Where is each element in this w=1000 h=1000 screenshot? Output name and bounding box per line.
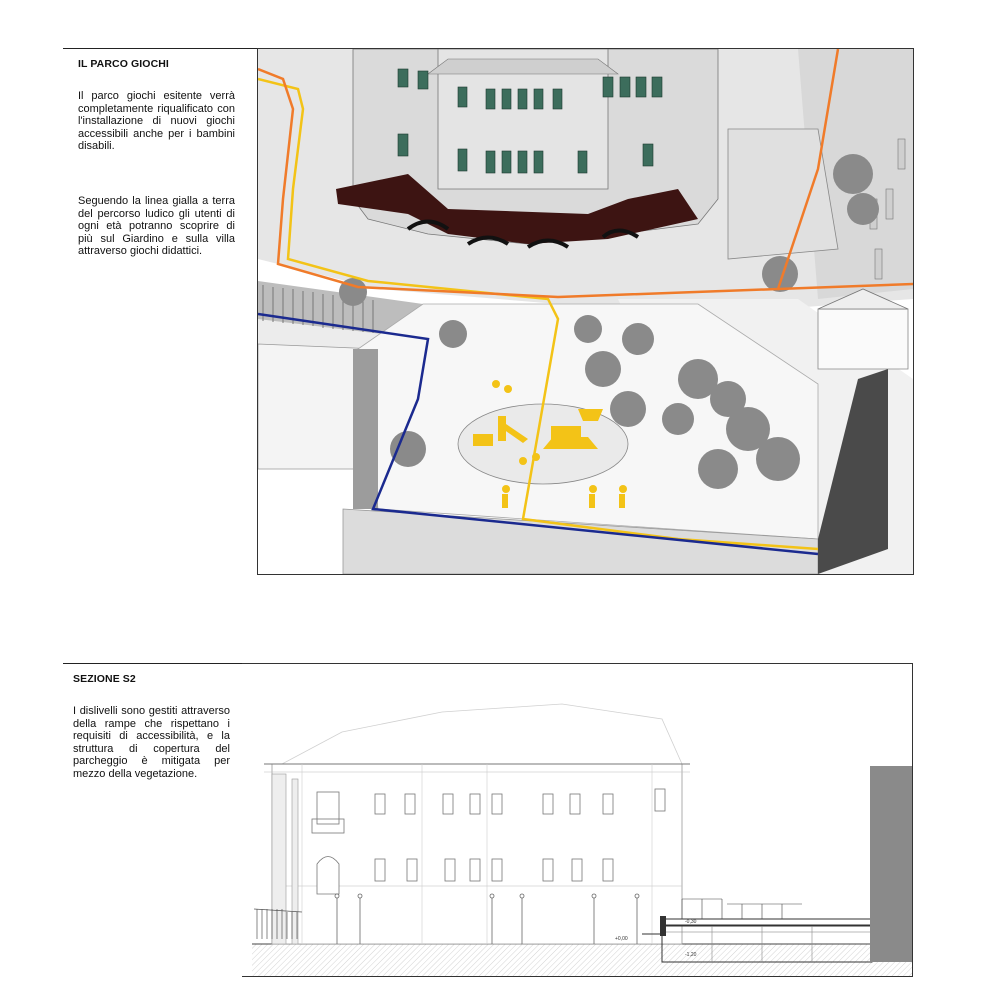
playground-axonometric-image bbox=[257, 48, 914, 575]
section1-paragraph-1: Il parco giochi esitente verrà completamente riqualificato con l'installazione di nuovi giochi accessibili anche per i bambini disabili. bbox=[78, 90, 235, 153]
level-label-2: -0,30 bbox=[685, 919, 697, 925]
section2-title: SEZIONE S2 bbox=[73, 673, 136, 685]
section1-paragraph-2: Seguendo la linea gialla a terra del percorso ludico gli utenti di ogni età potranno scoprire di più sul Giardino e sulla villa attraverso giochi didattici. bbox=[78, 195, 235, 258]
section1-title: IL PARCO GIOCHI bbox=[78, 58, 169, 70]
level-label-1: -1,20 bbox=[685, 952, 697, 958]
section-s2-drawing bbox=[242, 663, 913, 977]
section2-paragraph-1: I dislivelli sono gestiti attraverso della rampe che rispettano i requisiti di accessibilità, e la struttura di copertura del parcheggio è mitigata per mezzo della vegetazione. bbox=[73, 705, 230, 780]
level-label-0: +0,00 bbox=[615, 936, 628, 942]
